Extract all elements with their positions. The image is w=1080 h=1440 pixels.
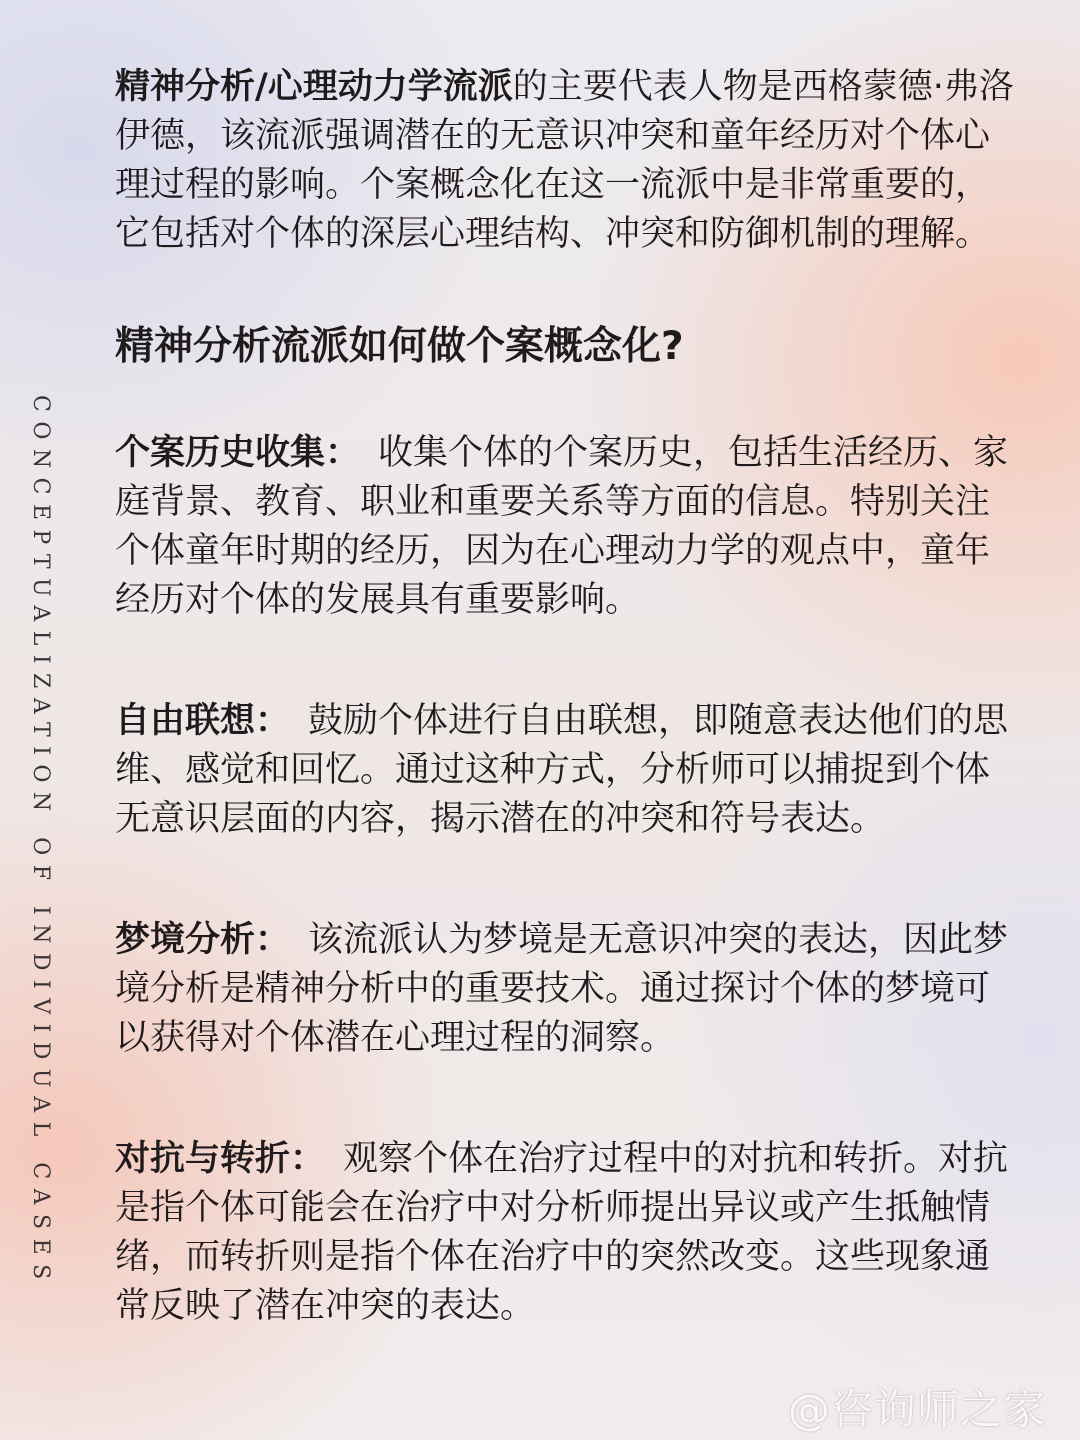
side-vertical-label: CONCEPTUALIZATION OF INDIVIDUAL CASES <box>28 395 53 1289</box>
article-content <box>115 63 1015 1403</box>
item-term: 对抗与转折： <box>115 1139 326 1179</box>
intro-paragraph <box>115 63 1015 259</box>
item-term: 自由联想： <box>115 701 291 741</box>
intro-bold-term: 精神分析/心理动力学流派 <box>115 67 513 107</box>
intro-text: 的主要代表人物是西格蒙德·弗洛伊德，该流派强调潜在的无意识冲突和童年经历对个体心理过程的影响。个案概念化在这一流派中是非常重要的，它包括对个体的深层心理结构、冲突和防御机制的理解。 <box>115 67 1014 254</box>
section-heading: 精神分析流派如何做个案概念化? <box>115 324 684 369</box>
watermark: @咨询师之家 <box>787 1385 1046 1434</box>
item-text: 收集个体的个案历史，包括生活经历、家庭背景、教育、职业和重要关系等方面的信息。特别关注个体童年时期的经历，因为在心理动力学的观点中，童年经历对个体的发展具有重要影响。 <box>115 433 1009 620</box>
item-text: 观察个体在治疗过程中的对抗和转折。对抗是指个体可能会在治疗中对分析师提出异议或产生抵触情绪，而转折则是指个体在治疗中的突然改变。这些现象通常反映了潜在冲突的表达。 <box>115 1139 1009 1326</box>
item-free-association <box>115 697 1015 844</box>
item-text: 该流派认为梦境是无意识冲突的表达，因此梦境分析是精神分析中的重要技术。通过探讨个体的梦境可以获得对个体潜在心理过程的洞察。 <box>115 920 1009 1058</box>
item-resistance-transference <box>115 1135 1015 1331</box>
item-term: 梦境分析： <box>115 920 291 960</box>
item-case-history <box>115 429 1015 625</box>
item-text: 鼓励个体进行自由联想，即随意表达他们的思维、感觉和回忆。通过这种方式，分析师可以捕捉到个体无意识层面的内容，揭示潜在的冲突和符号表达。 <box>115 701 1009 839</box>
item-term: 个案历史收集： <box>115 433 361 473</box>
item-dream-analysis <box>115 916 1015 1063</box>
